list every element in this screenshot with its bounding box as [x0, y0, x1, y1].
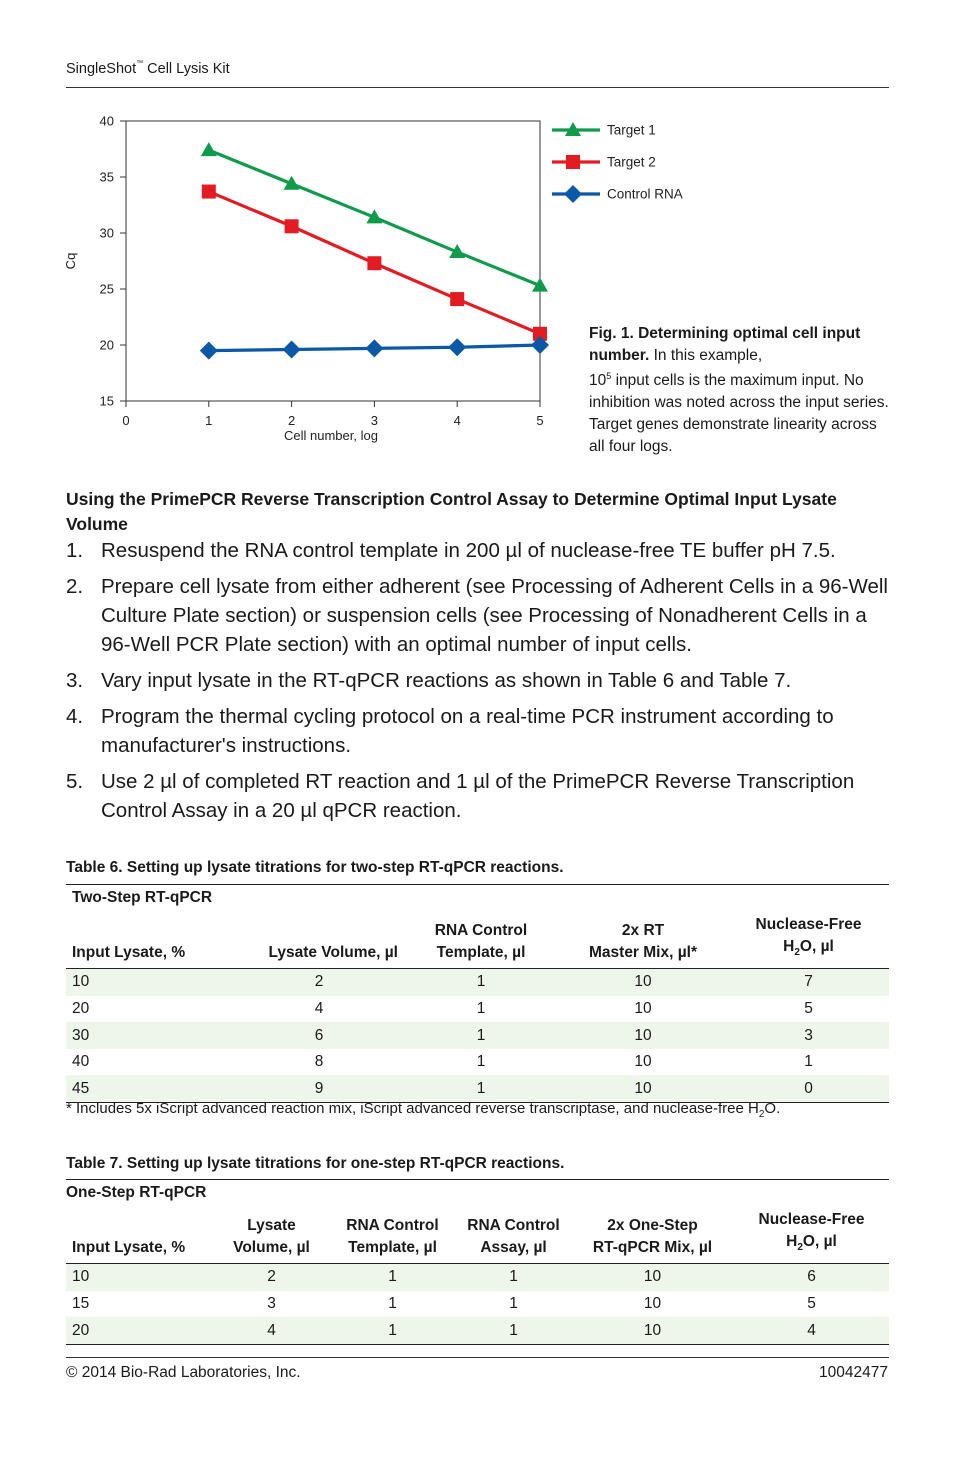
- table-cell: 40: [72, 1053, 90, 1071]
- y-axis-label: Cq: [63, 252, 78, 270]
- running-header: [66, 61, 230, 77]
- table-row: [66, 1291, 889, 1318]
- table6-header-water: Nuclease-Free $H_2O$, µl: [755, 916, 862, 959]
- y-tick-label: 20: [99, 337, 114, 353]
- footer-doc-number: 10042477: [819, 1364, 888, 1381]
- footer-copyright: © 2014 Bio-Rad Laboratories, Inc.: [66, 1364, 301, 1381]
- diamond-marker: [283, 340, 301, 358]
- table-cell: 10: [72, 1268, 90, 1286]
- diamond-marker: [365, 339, 383, 357]
- table-cell: 1: [476, 1079, 486, 1097]
- step-text: Vary input lysate in the RT-qPCR reactions as shown in Table 6 and Table 7.: [101, 669, 792, 692]
- y-tick-label: 35: [99, 169, 114, 185]
- table-cell: 5: [804, 999, 813, 1017]
- legend-item: [552, 185, 683, 203]
- table-cell: 10: [634, 999, 652, 1017]
- figure-caption: [589, 323, 889, 457]
- step-item: [66, 702, 896, 760]
- table-cell: 10: [634, 1026, 652, 1044]
- table-cell: 10: [634, 1053, 652, 1071]
- table-cell: 1: [476, 1026, 486, 1044]
- x-tick-label: 5: [536, 413, 544, 428]
- y-tick-label: 40: [99, 113, 114, 129]
- step-text: Prepare cell lysate from either adherent (see Processing of Adherent Cells in a 96-Well Culture Plate section) or suspension cells (see Processing of Nonadherent Cells in a 96-Well PCR Plate section) with an optimal number of input cells.: [101, 575, 888, 656]
- legend-label: Target 1: [607, 122, 656, 138]
- square-marker: [285, 219, 299, 233]
- table6-group-label: Two-Step RT-qPCR: [72, 888, 213, 906]
- x-tick-label: 1: [205, 413, 213, 428]
- table-cell: 1: [388, 1294, 397, 1312]
- table7-group-label: One-Step RT-qPCR: [66, 1183, 207, 1201]
- x-tick-label: 2: [287, 413, 296, 428]
- table6-header-rna-control: RNA Control Template, µl: [434, 922, 528, 962]
- chart-axes: [63, 114, 544, 444]
- step-item: [66, 666, 896, 695]
- y-tick-label: 25: [99, 281, 114, 297]
- legend-item: [552, 122, 656, 138]
- table-cell: 4: [267, 1321, 276, 1339]
- figure-caption-title: Fig. 1. Determining optimal cell input number.: [589, 325, 861, 364]
- header-title: SingleShot: [66, 61, 137, 77]
- table-cell: 2: [314, 973, 324, 991]
- table6-caption: Table 6. Setting up lysate titrations for two-step RT-qPCR reactions.: [66, 859, 564, 876]
- table-cell: 1: [509, 1268, 518, 1286]
- table6-header-input-lysate: Input Lysate, %: [72, 944, 186, 962]
- table-cell: 10: [643, 1268, 662, 1286]
- y-tick-label: 30: [99, 225, 114, 241]
- table7: [66, 1179, 889, 1345]
- table-cell: 6: [807, 1268, 816, 1286]
- legend-label: Control RNA: [607, 186, 683, 202]
- step-number: 3.: [66, 669, 84, 692]
- table7-header-lysate-volume: Lysate Volume, µl: [233, 1217, 310, 1257]
- table7-header-rna-assay: RNA Control Assay, µl: [467, 1217, 560, 1257]
- table-cell: 1: [476, 1053, 486, 1071]
- square-marker: [566, 155, 580, 169]
- header-subtitle: Cell Lysis Kit: [147, 61, 230, 77]
- chart-series: [200, 142, 549, 359]
- table-cell: 2: [267, 1268, 276, 1286]
- table7-header-water: Nuclease-Free $H_2O$, µl: [758, 1211, 865, 1254]
- table-cell: 1: [509, 1321, 518, 1339]
- step-number: 2.: [66, 575, 84, 598]
- table7-header-input-lysate: Input Lysate, %: [72, 1239, 186, 1257]
- triangle-marker: [201, 142, 217, 156]
- table-row: [66, 1264, 889, 1291]
- table-cell: 20: [72, 1321, 90, 1339]
- footer-divider: [66, 1357, 889, 1358]
- table-row: [66, 1049, 889, 1076]
- table-cell: 10: [643, 1321, 662, 1339]
- table-row: [66, 1075, 889, 1102]
- y-tick-label: 15: [99, 393, 114, 409]
- step-item: [66, 572, 896, 659]
- table-cell: 1: [476, 999, 486, 1017]
- table7-header-rna-template: RNA Control Template, µl: [346, 1217, 439, 1257]
- table-cell: 10: [72, 973, 90, 991]
- table-cell: 5: [807, 1294, 816, 1312]
- table-cell: 45: [72, 1079, 90, 1097]
- series-target-2: [202, 185, 547, 341]
- table-cell: 15: [72, 1294, 90, 1312]
- table-row: [66, 1317, 889, 1344]
- table-cell: 3: [267, 1294, 276, 1312]
- figure-caption-base: 10: [589, 372, 607, 390]
- step-number: 5.: [66, 770, 84, 793]
- step-item: [66, 536, 896, 565]
- step-number: 1.: [66, 539, 84, 562]
- diamond-marker: [448, 338, 466, 356]
- header-divider: [66, 87, 889, 88]
- step-number: 4.: [66, 705, 84, 728]
- x-tick-label: 0: [122, 413, 130, 428]
- legend-label: Target 2: [607, 154, 656, 170]
- table-row: [66, 996, 889, 1023]
- table-row: [66, 1022, 889, 1049]
- table6: [66, 884, 889, 1103]
- table-row: [66, 969, 889, 996]
- table-cell: 10: [643, 1294, 662, 1312]
- table-cell: 8: [314, 1053, 324, 1071]
- table-cell: 1: [804, 1053, 813, 1071]
- series-control-rna: [200, 336, 549, 360]
- table-cell: 3: [804, 1026, 813, 1044]
- table-cell: 20: [72, 999, 90, 1017]
- table-cell: 1: [388, 1268, 397, 1286]
- step-item: [66, 767, 896, 825]
- figure-caption-text-b: input cells is the maximum input. No inhibition was noted across the input series. Target genes demonstrate linearity across all four logs.: [589, 372, 889, 455]
- table-cell: 10: [634, 1079, 652, 1097]
- table-cell: 1: [476, 973, 486, 991]
- diamond-marker: [200, 342, 218, 360]
- figure-caption-text-a: In this example,: [649, 346, 763, 364]
- step-text: Program the thermal cycling protocol on a real-time PCR instrument according to manufacturer's instructions.: [101, 705, 834, 757]
- table-cell: 1: [509, 1294, 518, 1312]
- table7-header-mix: 2x One-Step RT-qPCR Mix, µl: [592, 1217, 713, 1257]
- table6-header-master-mix: 2x RT Master Mix, µl*: [589, 922, 697, 962]
- figure-caption-exponent: 5: [606, 371, 612, 382]
- x-tick-label: 3: [370, 413, 379, 428]
- table-cell: 30: [72, 1026, 90, 1044]
- step-text: Resuspend the RNA control template in 200 µl of nuclease-free TE buffer pH 7.5.: [101, 539, 836, 562]
- table-cell: 0: [804, 1079, 813, 1097]
- table6-header-lysate-volume: Lysate Volume, µl: [268, 944, 398, 962]
- x-axis-label: Cell number, log: [284, 428, 378, 443]
- table-cell: 10: [634, 973, 652, 991]
- step-text: Use 2 µl of completed RT reaction and 1 µl of the PrimePCR Reverse Transcription Control Assay in a 20 µl qPCR reaction.: [101, 770, 855, 822]
- trademark-mark: ™: [136, 60, 144, 67]
- square-marker: [202, 185, 216, 199]
- diamond-marker: [564, 185, 582, 203]
- procedure-steps: [66, 536, 896, 832]
- chart-legend: [552, 122, 683, 203]
- table-cell: 6: [314, 1026, 324, 1044]
- table-cell: 9: [314, 1079, 324, 1097]
- table-cell: 7: [804, 973, 813, 991]
- table-cell: 4: [807, 1321, 816, 1339]
- square-marker: [367, 256, 381, 270]
- table-cell: 1: [388, 1321, 397, 1339]
- table-cell: 4: [314, 999, 324, 1017]
- square-marker: [450, 292, 464, 306]
- legend-item: [552, 155, 656, 170]
- x-tick-label: 4: [453, 413, 461, 428]
- section-heading: Using the PrimePCR Reverse Transcription Control Assay to Determine Optimal Input Lysate Volume: [66, 489, 837, 534]
- table6-footnote: * Includes 5x iScript advanced reaction mix, iScript advanced reverse transcriptase, and nuclease-free $H_2O$.: [66, 1100, 781, 1120]
- table7-caption: Table 7. Setting up lysate titrations for one-step RT-qPCR reactions.: [66, 1155, 565, 1172]
